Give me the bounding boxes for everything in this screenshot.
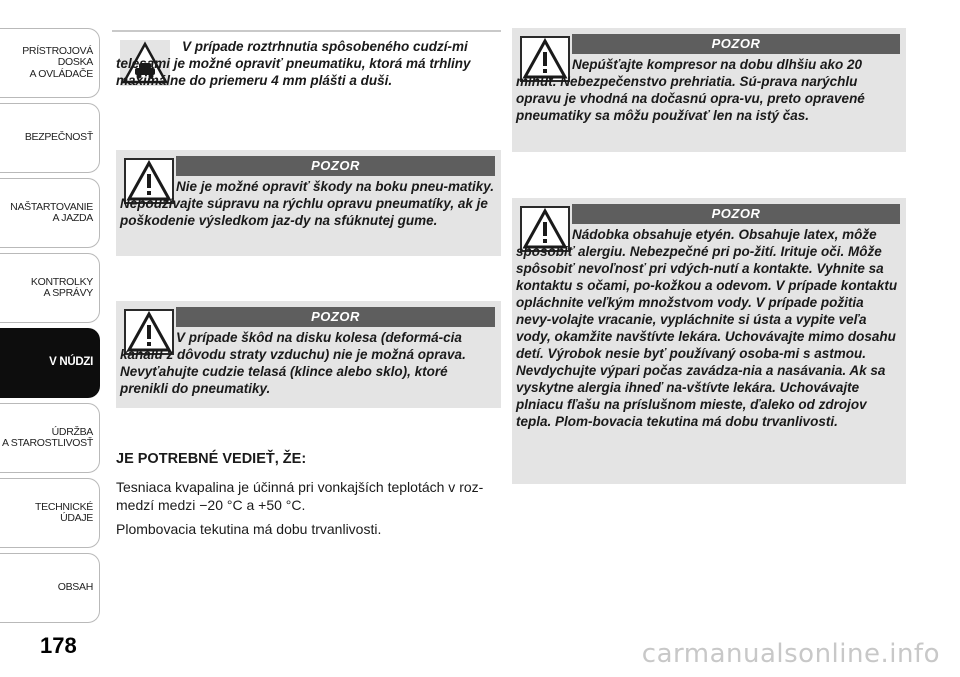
tab-v-nudzi[interactable]: V NÚDZI (0, 328, 100, 398)
section-heading: JE POTREBNÉ VEDIEŤ, ŽE: (116, 451, 307, 467)
warning-box-rim (116, 301, 501, 408)
warning-box-compressor (512, 28, 906, 152)
top-rule (112, 30, 501, 32)
tab-nastartovanie[interactable]: NAŠTARTOVANIE A JAZDA (0, 178, 100, 248)
page-number: 178 (40, 633, 77, 658)
tab-udrzba[interactable]: ÚDRŽBA A STAROSTLIVOSŤ (0, 403, 100, 473)
warning-text: Nádobka obsahuje etyén. Obsahuje latex, môže spôsobiť alergiu. Nebezpečné pri po-žití. Irituje oči. Môže spôsobiť nevoľnosť pri vdých-nutí a kontakte. Vyhnite sa kontaktu s očami, po-kožkou a odevom. V prípade kontaktu opláchnite veľkým množstvom vody. V prípade požitia nevy-volajte vracanie, vypláchnite si ústa a vypite veľa vody, okamžite navštívte lekára. Uchovávajte mimo dosahu detí. Výrobok nesie byť používaný osoba-mi s astmou. Nevdychujte výpari počas zavádza-nia a nasávania. Ak sa vyskytne alergia ihneď na-vštívte lekára. Uchovávajte plniacu fľašu na príslušnom mieste, ďaleko od zdrojov tepla. Plom-bovacia tekutina má dobu trvanlivosti. (516, 227, 898, 429)
warning-text: V prípade škôd na disku kolesa (deformá-cia kanálu z dôvodu straty vzduchu) nie je možná oprava. Nevyťahujte cudzie telasá (klince alebo sklo), ktoré prenikli do pneumatiky. (120, 330, 466, 396)
warning-box-sealant (512, 198, 906, 484)
tab-kontrolky[interactable]: KONTROLKY A SPRÁVY (0, 253, 100, 323)
warning-text: Nie je možné opraviť škody na boku pneu-matiky. Nepoužívajte súpravu na rýchlu opravu pneumatíky, ak je poškodenie výsledkom jaz-dy na sfúknutej gume. (120, 179, 495, 228)
warning-title: POZOR (572, 34, 900, 54)
tab-obsah[interactable]: OBSAH (0, 553, 100, 623)
warning-box-sidewall (116, 150, 501, 256)
warning-text: Nepúšťajte kompresor na dobu dlhšiu ako 20 minút. Nebezpečenstvo prehriatia. Sú-prava narýchlu opravu je vhodná na dočasnú opra-vu, preto opravené pneumatiky sa môžu používať len na istý čas. (516, 57, 865, 123)
info-box-tire-repair (112, 30, 501, 110)
tab-technicke-udaje[interactable]: TECHNICKÉ ÚDAJE (0, 478, 100, 548)
warning-title: POZOR (572, 204, 900, 224)
section-paragraph-2: Plombovacia tekutina má dobu trvanlivosti. (116, 521, 382, 537)
section-paragraph-1: Tesniaca kvapalina je účinná pri vonkajších teplotách v roz-medzí medzi −20 °C a +50 °C. (116, 479, 484, 513)
tab-pristrojova-doska[interactable]: PRÍSTROJOVÁ DOSKA A OVLÁDAČE (0, 28, 100, 98)
warning-title: POZOR (176, 156, 495, 176)
watermark: carmanualsonline.info (641, 639, 940, 669)
info-box-text: V prípade roztrhnutia spôsobeného cudzí-mi telesami je možné opraviť pneumatiku, ktorá má trhliny maximálne do priemeru 4 mm plášti a duši. (116, 39, 471, 88)
tab-bezpecnost[interactable]: BEZPEČNOSŤ (0, 103, 100, 173)
warning-title: POZOR (176, 307, 495, 327)
